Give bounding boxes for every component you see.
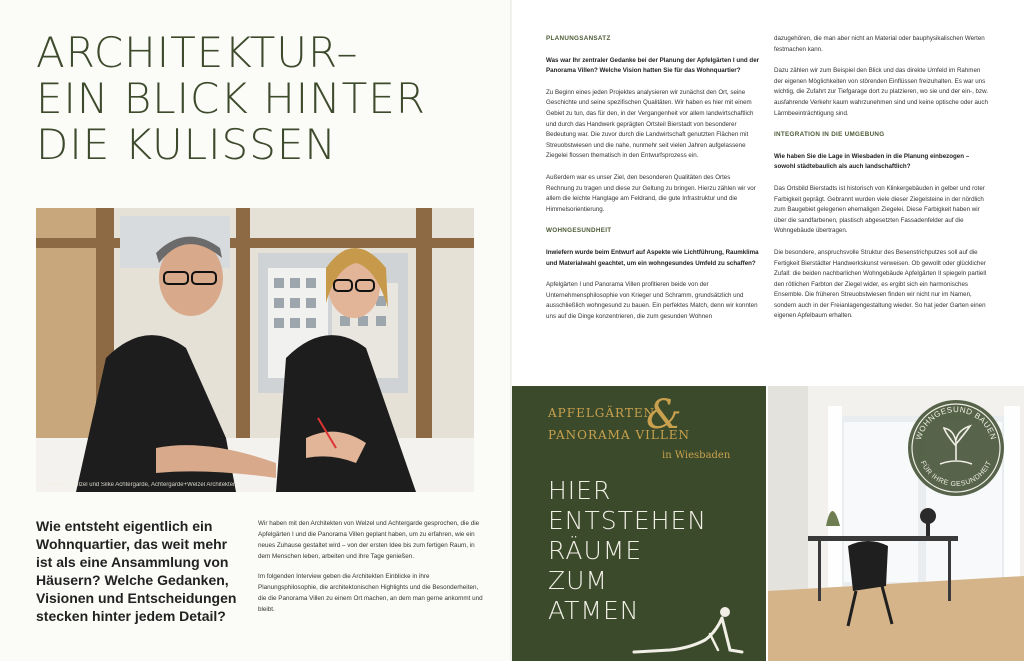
interview-answer: Außerdem war es unser Ziel, den besonderen Qualitäten des Ortes Rechnung zu tragen und diese zur Geltung zu bringen. Hierzu zählen wir vor allem die leichte Hanglage am Feldrand, die gute Infrastruktur und die Himmelsorientierung. (546, 173, 756, 213)
interview-answer: Die besondere, anspruchsvolle Struktur des Besenstrichputzes soll auf die Fertigkeit Bierstädter Handwerkskunst verweisen. Ob gewollt oder glücklicher Zufall: die beiden nachbarlichen Wohngebäude Apfelgärten II spiegeln partiell den rötlichen Farbton der Ziegel wider, es ergibt sich ein harmonisches Ensemble. Die früheren Streuobstwiesen finden wir nicht nur im Namen, sondern auch in der Freianlagengestaltung wieder. So hat jeder Garten einen eigenen Apfelbaum erhalten. (774, 248, 987, 320)
interview-answer: Zu Beginn eines jeden Projektes analysieren wir zunächst den Ort, seine Geschichte und seine spezifischen Qualitäten. Wir haben es hier mit einem Gebiet zu tun, das für den, in der Vergangenheit vor allem landwirtschaftlich und durch das Handwerk geprägten Ortsteil Bierstadt von besonderer Bedeutung war. Die zuvor durch die Landwirtschaft genutzten Flächen mit Streuobstwiesen und die nahe, nunmehr seit vielen Jahren aufgelassene Ziegelei flossen thematisch in den Entwurfsprozess ein. (546, 88, 754, 160)
intro-paragraph: Wir haben mit den Architekten von Welzel und Achtergarde gesprochen, die die Apfelgärten I und die Panorama Villen geplant haben, um zu erfahren, wie ein neues Zuhause gestaltet wird – von der ersten Idee bis zum fertigen Raum, in dem Menschen leben, arbeiten und ihre Tage genießen. (258, 520, 480, 560)
section-heading: INTEGRATION IN DIE UMGEBUNG (774, 131, 885, 139)
interview-question: Wie haben Sie die Lage in Wiesbaden in die Planung einbezogen – sowohl städtebaulich als auch landschaftlich? (774, 152, 970, 171)
photo-caption: Johannes Welzel und Silke Achtergarde, Achtergarde+Welzel Architekten (42, 482, 237, 488)
architects-photo-illustration (36, 208, 474, 492)
interview-question: Inwiefern wurde beim Entwurf auf Aspekte wie Lichtführung, Raumklima und Materialwahl geachtet, um ein wohngesundes Umfeld zu schaffen? (546, 248, 759, 267)
interview-answer: Apfelgärten I und Panorama Villen profitieren beide von der Unternehmensphilosophie von Krieger und Schramm, grundsätzlich und ausschließlich wohngesund zu bauen. Ein perfektes Match, denn wir konnten uns auf die Dinge konzentrieren, die zum gesunden Wohnen (546, 281, 758, 320)
slogan-line: ATMEN (548, 596, 640, 625)
section-heading: PLANUNGSANSATZ (546, 35, 611, 42)
headline-line-1: ARCHITEKTUR– (36, 28, 359, 77)
intro-paragraph: Im folgenden Interview geben die Architekten Einblicke in ihre Planungsphilosophie, die architektonischen Highlights und die Besonderheiten, die die Panorama Villen zu einem Ort machen, an dem man gerne ankommt und bleibt. (258, 573, 483, 613)
page-title (36, 30, 476, 168)
headline-line-3: DIE KULISSEN (36, 120, 337, 169)
lead-question: Wie entsteht eigentlich ein Wohnquartier, das weit mehr ist als eine Ansammlung von Häusern? Welche Gedanken, Visionen und Entscheidungen stecken hinter jedem Detail? (36, 518, 237, 624)
badge-bottom-text: FÜR IHRE GESUNDHEIT (918, 459, 994, 489)
architects-photo (36, 208, 474, 492)
promo-panel (512, 386, 766, 661)
interview-answer: Dazu zählen wir zum Beispiel den Blick und das direkte Umfeld im Rahmen der eigenen Möglichkeiten von störenden Einflüssen freizuhalten. Es war uns wichtig, die Zufahrt zur Tiefgarage dort zu platzieren, wo sie und der ein-, bzw. ausfahrende Verkehr kaum wahrzunehmen sind und keine optische oder auch Lärmbeeinträchtigung sind. (774, 67, 988, 117)
interview-question: Was war Ihr zentraler Gedanke bei der Planung der Apfelgärten I und der Panorama Villen? Welche Vision hatten Sie für das Wohnquartier? (546, 56, 760, 75)
brand-apfelgaerten: APFELGÄRTEN (548, 406, 656, 420)
interview-column-1 (546, 34, 760, 333)
wohngesund-badge (906, 398, 1006, 498)
slogan-line: RÄUME (548, 536, 643, 565)
headline-line-2: EIN BLICK HINTER (36, 74, 426, 123)
slogan-line: ZUM (548, 566, 608, 595)
badge-top-text: WOHNGESUND BAUEN (913, 404, 998, 441)
interview-column-2 (774, 34, 990, 333)
yoga-figure-icon (630, 604, 750, 656)
brand-city: in Wiesbaden (662, 450, 731, 461)
brand-ampersand: & (646, 392, 682, 438)
interview-answer: dazugehören, die man aber nicht an Material oder bauphysikalischen Werten festmachen kann. (774, 35, 985, 53)
interview-answer: Das Ortsbild Bierstadts ist historisch von Klinkergebäuden in gelber und roter Farbigkeit geprägt. Gebrannt wurden viele dieser Ziegelsteine in der nördlich zum Baugebiet gelegenen ehemaligen Ziegelei. Diese Farbigkeit haben wir über die sandfarbenen, plastisch abgesetzten Fassadenfelder auf die Wohngebäude übertragen. (774, 184, 985, 235)
section-heading: WOHNGESUNDHEIT (546, 227, 612, 235)
slogan-line: ENTSTEHEN (548, 506, 707, 535)
intro-text (258, 518, 484, 624)
brand-panorama-villen: PANORAMA VILLEN (548, 428, 691, 442)
slogan-line: HIER (548, 476, 612, 505)
